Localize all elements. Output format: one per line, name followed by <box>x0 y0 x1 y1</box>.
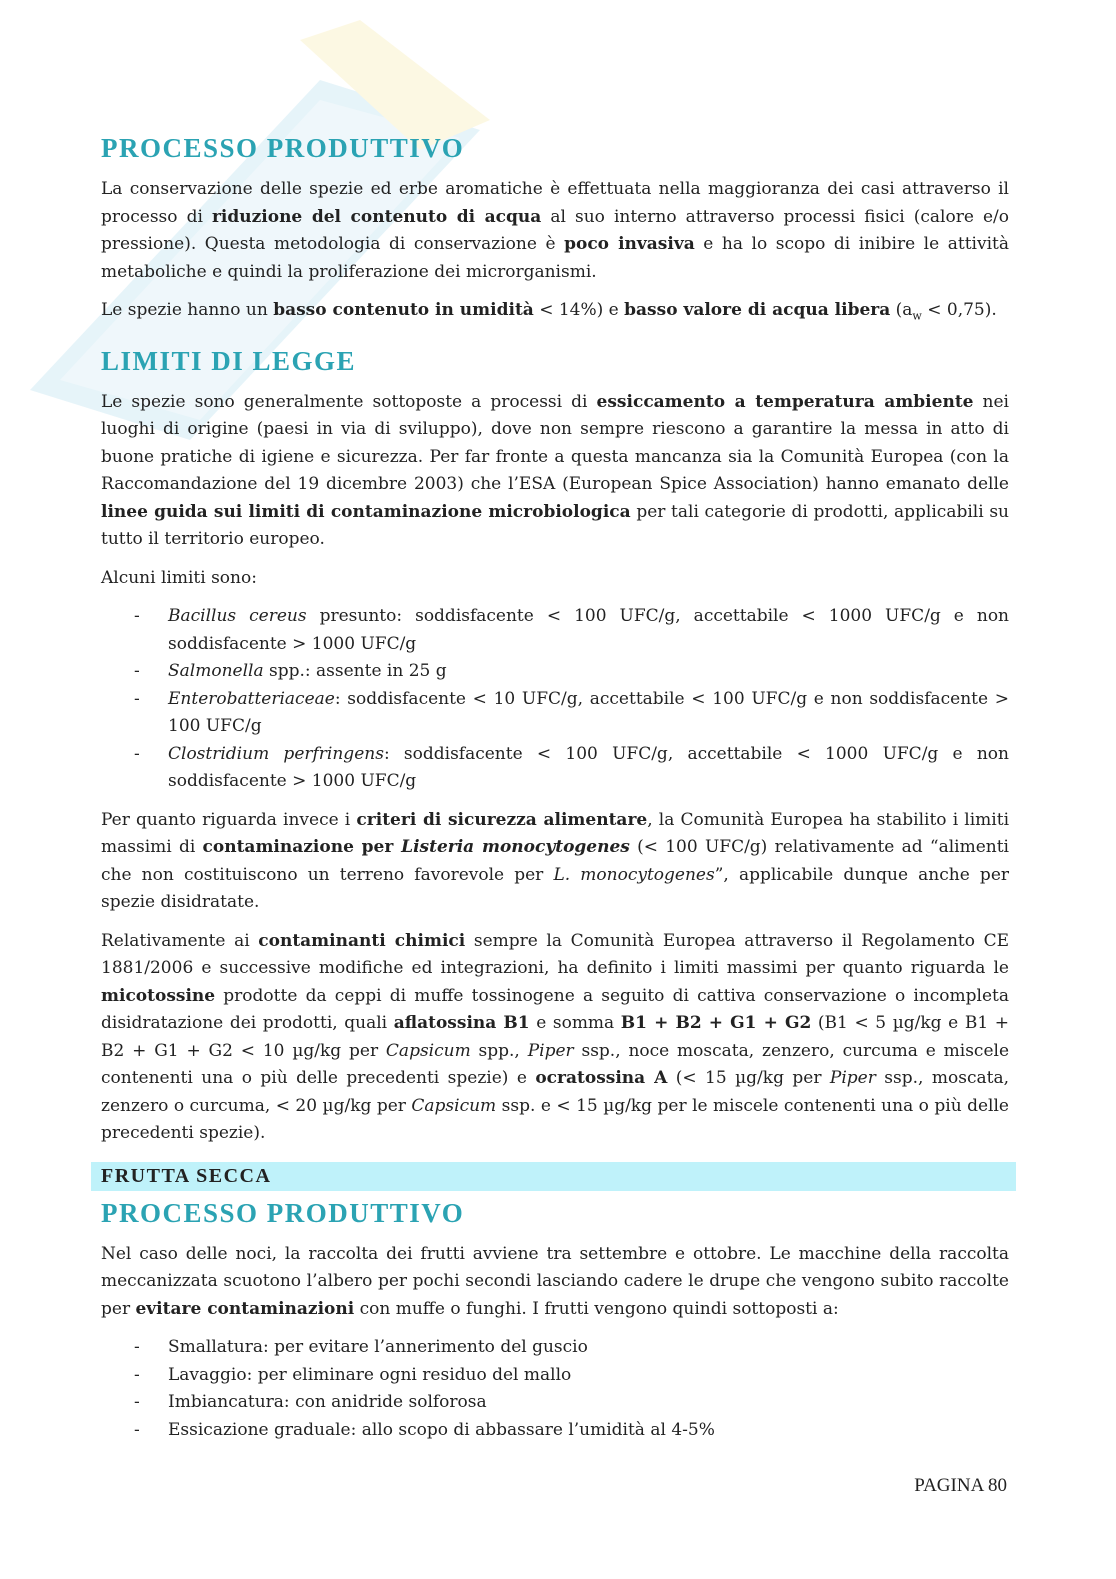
paragraph-essiccamento: Le spezie sono generalmente sottoposte a processi di essiccamento a temperatura ambiente nei luoghi di origine (paesi in via di sviluppo), dove non sempre riescono a garantire la messa in atto di buone pratiche di igiene e sicurezza. Per far fronte a questa mancanza sia la Comunità Europea (con la Raccomandazione del 19 dicembre 2003) che l’ESA (European Spice Association) hanno emanato delle linee guida sui limiti di contaminazione microbiologica per tali categorie di prodotti, applicabili su tutto il territorio europeo. <box>101 391 1009 550</box>
page-number: PAGINA 80 <box>914 1475 1007 1496</box>
paragraph-noci: Nel caso delle noci, la raccolta dei frutti avviene tra settembre e ottobre. Le macchine della raccolta meccanizzata scuotono l’albero per pochi secondi lasciando cadere le drupe che vengono subito raccolte per evitare contaminazioni con muffe o funghi. I frutti vengono quindi sottoposti a: <box>101 1243 1009 1319</box>
paragraph-umidita: Le spezie hanno un basso contenuto in umidità < 14%) e basso valore di acqua libera $(a_w < 0,75)$. <box>101 300 997 323</box>
limits-list <box>101 603 1009 796</box>
paragraph-sicurezza-alimentare: Per quanto riguarda invece i criteri di sicurezza alimentare, la Comunità Europea ha stabilito i limiti massimi di contaminazione per Listeria monocytogenes (< 100 UFC/g) relativamente ad “alimenti che non costituiscono un terreno favorevole per L. monocytogenes”, applicabile dunque anche per spezie disidratate. <box>101 809 1010 913</box>
list-item: - Smallatura: per evitare l’annerimento del guscio <box>101 1334 1009 1362</box>
paragraph-conservazione: La conservazione delle spezie ed erbe aromatiche è effettuata nella maggioranza dei casi attraverso il processo di riduzione del contenuto di acqua al suo interno attraverso processi fisici (calore e/o pressione). Questa metodologia di conservazione è poco invasiva e ha lo scopo di inibire le attività metaboliche e quindi la proliferazione dei microrganismi. <box>101 179 1010 282</box>
paragraph-alcuni-limiti: Alcuni limiti sono: <box>101 567 257 588</box>
list-item: - Essicazione graduale: allo scopo di abbassare l’umidità al 4-5% <box>101 1417 1009 1445</box>
heading-processo-produttivo-2: PROCESSO PRODUTTIVO <box>101 1197 465 1228</box>
heading-limiti-di-legge: LIMITI DI LEGGE <box>101 345 357 376</box>
list-item: - Bacillus cereus presunto: soddisfacente < 100 UFC/g, accettabile < 1000 UFC/g e non soddisfacente > 1000 UFC/g <box>101 603 1009 658</box>
section-band-frutta-secca: FRUTTA SECCA <box>91 1162 1016 1191</box>
list-item: - Salmonella spp.: assente in 25 g <box>101 658 1009 686</box>
list-item: - Clostridium perfringens: soddisfacente < 100 UFC/g, accettabile < 1000 UFC/g e non soddisfacente > 1000 UFC/g <box>101 741 1009 796</box>
paragraph-contaminanti-chimici: Relativamente ai contaminanti chimici sempre la Comunità Europea attraverso il Regolamento CE 1881/2006 e successive modifiche ed integrazioni, ha definito i limiti massimi per quanto riguarda le micotossine prodotte da ceppi di muffe tossinogene a seguito di cattiva conservazione o incompleta disidratazione dei prodotti, quali aflatossina B1 e somma B1 + B2 + G1 + G2 (B1 < 5 µg/kg e B1 + B2 + G1 + G2 < 10 µg/kg per Capsicum spp., Piper ssp., noce moscata, zenzero, curcuma e miscele contenenti una o più delle precedenti spezie) e ocratossina A (< 15 µg/kg per Piper ssp., moscata, zenzero o curcuma, < 20 µg/kg per Capsicum ssp. e < 15 µg/kg per le miscele contenenti una o più delle precedenti spezie). <box>101 930 1010 1144</box>
process-list <box>101 1334 1009 1444</box>
list-item: - Imbiancatura: con anidride solforosa <box>101 1389 1009 1417</box>
list-item: - Lavaggio: per eliminare ogni residuo del mallo <box>101 1362 1009 1390</box>
list-item: - Enterobatteriaceae: soddisfacente < 10 UFC/g, accettabile < 100 UFC/g e non soddisfacente > 100 UFC/g <box>101 686 1009 741</box>
heading-processo-produttivo: PROCESSO PRODUTTIVO <box>101 133 465 163</box>
